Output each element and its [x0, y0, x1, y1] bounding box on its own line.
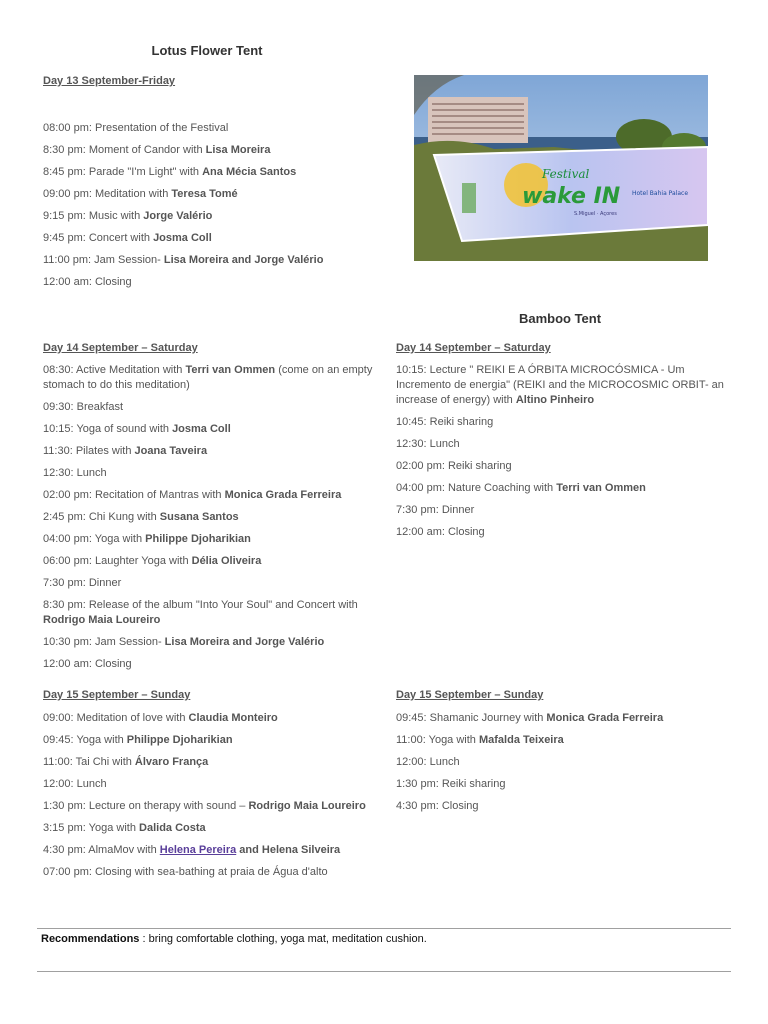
schedule-item-text: 8:30 pm: Moment of Candor with	[43, 144, 206, 156]
presenter-name: Lisa Moreira	[205, 144, 271, 156]
bottom-rule	[37, 971, 731, 972]
schedule-item	[396, 777, 726, 792]
schedule-item	[43, 755, 373, 770]
schedule-item-text: 1:30 pm: Reiki sharing	[396, 778, 506, 790]
schedule-item	[43, 466, 373, 481]
bamboo-tent-title: Bamboo Tent	[518, 311, 602, 326]
schedule-item	[43, 187, 373, 202]
lotus-day15-heading: Day 15 September – Sunday	[43, 689, 191, 701]
bamboo-day14-list	[396, 363, 726, 540]
presenter-name: Lisa Moreira and Jorge Valério	[164, 636, 325, 648]
schedule-item	[43, 635, 373, 650]
recommendations	[41, 933, 427, 945]
presenter-name: Délia Oliveira	[191, 555, 262, 567]
presenter-name: Jorge Valério	[143, 210, 213, 222]
schedule-item	[43, 444, 373, 459]
schedule-item	[43, 711, 373, 726]
bamboo-day15-heading: Day 15 September – Sunday	[396, 689, 544, 701]
schedule-item	[43, 576, 373, 591]
schedule-item-text: 10:15: Yoga of sound with	[43, 423, 173, 435]
presenter-name: Josma Coll	[153, 232, 212, 244]
schedule-item-text: 9:45 pm: Concert with	[43, 232, 154, 244]
schedule-item	[396, 481, 726, 496]
schedule-item	[396, 503, 726, 518]
schedule-item	[396, 437, 726, 452]
schedule-item-text: 09:45: Yoga with	[43, 734, 127, 746]
schedule-item-text: 09:00: Meditation of love with	[43, 712, 189, 724]
presenter-name: Altino Pinheiro	[515, 394, 595, 406]
schedule-item	[396, 363, 726, 408]
schedule-item-text: 8:30 pm: Release of the album "Into Your Soul" and Concert with	[43, 599, 358, 611]
schedule-item	[43, 400, 373, 415]
schedule-item	[43, 865, 373, 880]
festival-photo	[414, 75, 708, 261]
schedule-item-text: 11:00: Yoga with	[396, 734, 479, 746]
schedule-item	[43, 488, 373, 503]
schedule-item	[43, 532, 373, 547]
schedule-item	[43, 275, 373, 290]
schedule-item	[43, 422, 373, 437]
presenter-name: Dalida Costa	[139, 822, 206, 834]
schedule-item-text: 07:00 pm: Closing with sea-bathing at praia de Água d'alto	[43, 866, 328, 878]
schedule-item	[43, 657, 373, 672]
schedule-item-text: 4:30 pm: Closing	[396, 800, 479, 812]
presenter-name: Susana Santos	[159, 511, 239, 523]
presenter-name: Lisa Moreira and Jorge Valério	[163, 254, 324, 266]
schedule-item-text: 08:00 pm: Presentation of the Festival	[43, 122, 229, 134]
banner-hotel-text: Hotel Bahia Palace	[632, 190, 689, 197]
schedule-item-text: 2:45 pm: Chi Kung with	[43, 511, 160, 523]
schedule-item-text: 11:00 pm: Jam Session-	[43, 254, 164, 266]
banner-wakein-text: wake IN	[522, 184, 621, 209]
banner-festival-text: Festival	[542, 167, 590, 181]
day13-list	[43, 121, 373, 290]
schedule-item	[396, 459, 726, 474]
schedule-item-text: 04:00 pm: Nature Coaching with	[396, 482, 557, 494]
schedule-item-text: 12:30: Lunch	[43, 467, 107, 479]
schedule-item	[43, 733, 373, 748]
schedule-item-text: 4:30 pm: AlmaMov with	[43, 844, 160, 856]
recommendations-label: Recommendations	[41, 933, 140, 945]
schedule-item	[43, 363, 373, 393]
schedule-item	[43, 253, 373, 268]
presenter-name: Terri van Ommen	[556, 482, 646, 494]
schedule-item-text: 12:00 am: Closing	[43, 276, 132, 288]
lotus-day15-list	[43, 711, 373, 880]
lotus-day14-heading: Day 14 September – Saturday	[43, 342, 198, 354]
schedule-item-text: 12:00: Lunch	[396, 756, 460, 768]
schedule-item-text: 12:00 am: Closing	[43, 658, 132, 670]
schedule-item-text: 10:45: Reiki sharing	[396, 416, 494, 428]
schedule-item-text: 09:00 pm: Meditation with	[43, 188, 172, 200]
schedule-item	[396, 525, 726, 540]
schedule-item-text: 04:00 pm: Yoga with	[43, 533, 146, 545]
schedule-item-text: 8:45 pm: Parade "I'm Light" with	[43, 166, 203, 178]
presenter-name: Álvaro França	[134, 756, 209, 768]
banner-location-text: S.Miguel · Açores	[574, 211, 617, 217]
presenter-name: Josma Coll	[172, 423, 231, 435]
schedule-item-text: 7:30 pm: Dinner	[396, 504, 475, 516]
presenter-name: and Helena Silveira	[236, 844, 341, 856]
schedule-item	[43, 598, 373, 628]
schedule-item-text: 7:30 pm: Dinner	[43, 577, 122, 589]
recommendations-text: : bring comfortable clothing, yoga mat, meditation cushion.	[139, 933, 427, 945]
schedule-item	[43, 165, 373, 180]
top-rule	[37, 928, 731, 929]
schedule-item	[43, 121, 373, 136]
schedule-item-text: 11:00: Tai Chi with	[43, 756, 135, 768]
schedule-item-text: 09:45: Shamanic Journey with	[396, 712, 547, 724]
schedule-item	[396, 755, 726, 770]
presenter-name: Terri van Ommen	[185, 364, 276, 376]
presenter-name: Ana Mécia Santos	[202, 166, 297, 178]
presenter-name: Monica Grada Ferreira	[224, 489, 342, 501]
schedule-item	[43, 510, 373, 525]
schedule-item	[43, 777, 373, 792]
schedule-item	[396, 733, 726, 748]
presenter-name: Joana Taveira	[134, 445, 208, 457]
schedule-item-text: 9:15 pm: Music with	[43, 210, 144, 222]
schedule-item-text: 1:30 pm: Lecture on therapy with sound –	[43, 800, 249, 812]
schedule-item	[396, 799, 726, 814]
schedule-item-text: 12:00: Lunch	[43, 778, 107, 790]
schedule-item-text: 11:30: Pilates with	[43, 445, 135, 457]
presenter-link[interactable]: Helena Pereira	[159, 844, 237, 856]
schedule-item	[43, 209, 373, 224]
presenter-name: Rodrigo Maia Loureiro	[43, 614, 161, 626]
bamboo-day15-list	[396, 711, 726, 814]
schedule-item-text: 09:30: Breakfast	[43, 401, 124, 413]
schedule-item-note: (come on an empty stomach to do this meditation)	[43, 364, 373, 391]
lotus-day14-list	[43, 363, 373, 672]
schedule-item-text: 3:15 pm: Yoga with	[43, 822, 140, 834]
presenter-name: Rodrigo Maia Loureiro	[248, 800, 366, 812]
schedule-item	[43, 799, 373, 814]
schedule-item-text: 02:00 pm: Recitation of Mantras with	[43, 489, 225, 501]
presenter-name: Philippe Djoharikian	[126, 734, 233, 746]
presenter-name: Philippe Djoharikian	[145, 533, 251, 545]
schedule-item-text: 12:00 am: Closing	[396, 526, 485, 538]
schedule-item-text: 02:00 pm: Reiki sharing	[396, 460, 512, 472]
day13-heading: Day 13 September-Friday	[43, 75, 176, 87]
lotus-tent-title: Lotus Flower Tent	[151, 43, 263, 58]
schedule-item-text: 10:30 pm: Jam Session-	[43, 636, 165, 648]
presenter-name: Monica Grada Ferreira	[546, 712, 664, 724]
schedule-item	[43, 554, 373, 569]
schedule-item-text: 08:30: Active Meditation with	[43, 364, 186, 376]
schedule-item	[43, 821, 373, 836]
schedule-item-text: 10:15: Lecture " REIKI E A ÓRBITA MICROCÓSMICA - Um Incremento de energia" (REIKI and the MICROCOSMIC ORBIT- an increase of energy) with	[396, 364, 724, 406]
schedule-item	[43, 843, 373, 858]
presenter-name: Teresa Tomé	[171, 188, 238, 200]
schedule-item	[43, 231, 373, 246]
schedule-item	[43, 143, 373, 158]
schedule-item-text: 06:00 pm: Laughter Yoga with	[43, 555, 192, 567]
bamboo-day14-heading: Day 14 September – Saturday	[396, 342, 551, 354]
schedule-item	[396, 415, 726, 430]
presenter-name: Mafalda Teixeira	[478, 734, 564, 746]
presenter-name: Claudia Monteiro	[188, 712, 278, 724]
schedule-item-text: 12:30: Lunch	[396, 438, 460, 450]
schedule-item	[396, 711, 726, 726]
